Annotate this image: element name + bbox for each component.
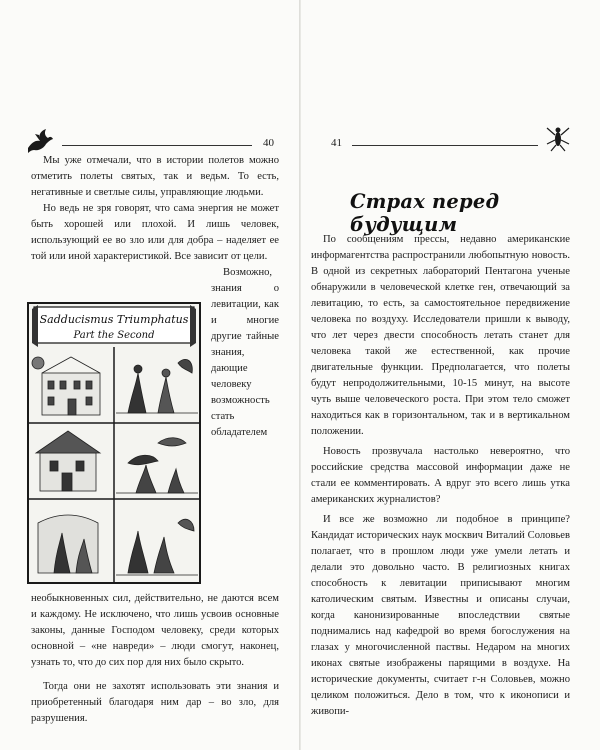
- left-paragraph-3-flow: Возможно, знания о левитации, как и многие другие тайные знания, дающие человеку возможность стать обладателем необыкновенных сил, действительно, не даются всем и каждому. Не исключено, что лишь усвоив основные законы, данные Господом человеку, среди которых основной – «не навреди» – люди смогут, наконец, узнать то, что до сих пор для них было скрыто.: [31, 267, 279, 668]
- header-rule-right: [352, 145, 538, 146]
- right-paragraph-2: Новость прозвучала настолько невероятно, что российские средства массовой информации даже не стали ее комментировать. А вдруг это всего лишь утка американских журналистов?: [311, 446, 570, 505]
- right-paragraph-3: И все же возможно ли подобное в принципе? Кандидат исторических наук москвич Виталий Соловьев полагает, что в прошлом люди уже умели летать и делали это довольно часто. В религиозных книгах способность к левитации приписывают многим католическим святым. Известны и описаны случаи, когда канонизированные впоследствии святые поднимались над кафедрой во время богослужения на глазах у многочисленной паствы. Недаром на многих иконах святые изображены парящими в воздухе. На исторические документы, считает г-н Соловьев, можно целиком положиться. Дело в том, что к иконописи и живопи-: [311, 514, 570, 717]
- right-text: [311, 232, 570, 720]
- illustration-caption-1: Sadducismus Triumphatus: [39, 313, 189, 326]
- page-number-right: 41: [331, 137, 342, 149]
- left-paragraph-4: Тогда они не захотят использовать эти знания и приобретенный благодаря ним дар – во зло, для разрушения.: [31, 681, 279, 724]
- illustration-caption-2: Part the Second: [73, 330, 155, 341]
- bird-ornament-icon: [26, 128, 54, 154]
- left-paragraph-2: Но ведь не зря говорят, что сама энергия не может быть хорошей или плохой. И лишь человек, использующий ее во зло или для добра – наделяет ее той или иной характеристикой. Все зависит от цели.: [31, 203, 279, 262]
- left-paragraph-1: Мы уже отмечали, что в истории полетов можно отметить полеты святых, так и ведьм. То есть, негативные и светлые силы, управляющие людьми.: [31, 155, 279, 198]
- page-number-left: 40: [263, 137, 274, 149]
- left-text-top: [31, 153, 279, 265]
- header-rule-left: [62, 145, 252, 146]
- right-paragraph-1: По сообщениям прессы, недавно американские информагентства распространили любопытную новость. В одной из секретных лабораторий Пентагона ученые обнаружили в человеческой клетке ген, отвечающий за левитацию, то есть, за самостоятельное передвижение человека по воздуху. Исследователи пришли к выводу, что лет через двести способность летать станет для человека такой же естественной, как прочие двигательные функции. Предполагается, что полеты будут непродолжительными, 10-15 минут, на высоте чуть выше человеческого роста. При этом тело сможет находиться как в горизонтальном, так и в вертикальном положении.: [311, 234, 570, 437]
- chapter-title: Страх перед будущим: [350, 190, 500, 236]
- insect-ornament-icon: [545, 124, 571, 152]
- engraving-illustration: [28, 303, 200, 583]
